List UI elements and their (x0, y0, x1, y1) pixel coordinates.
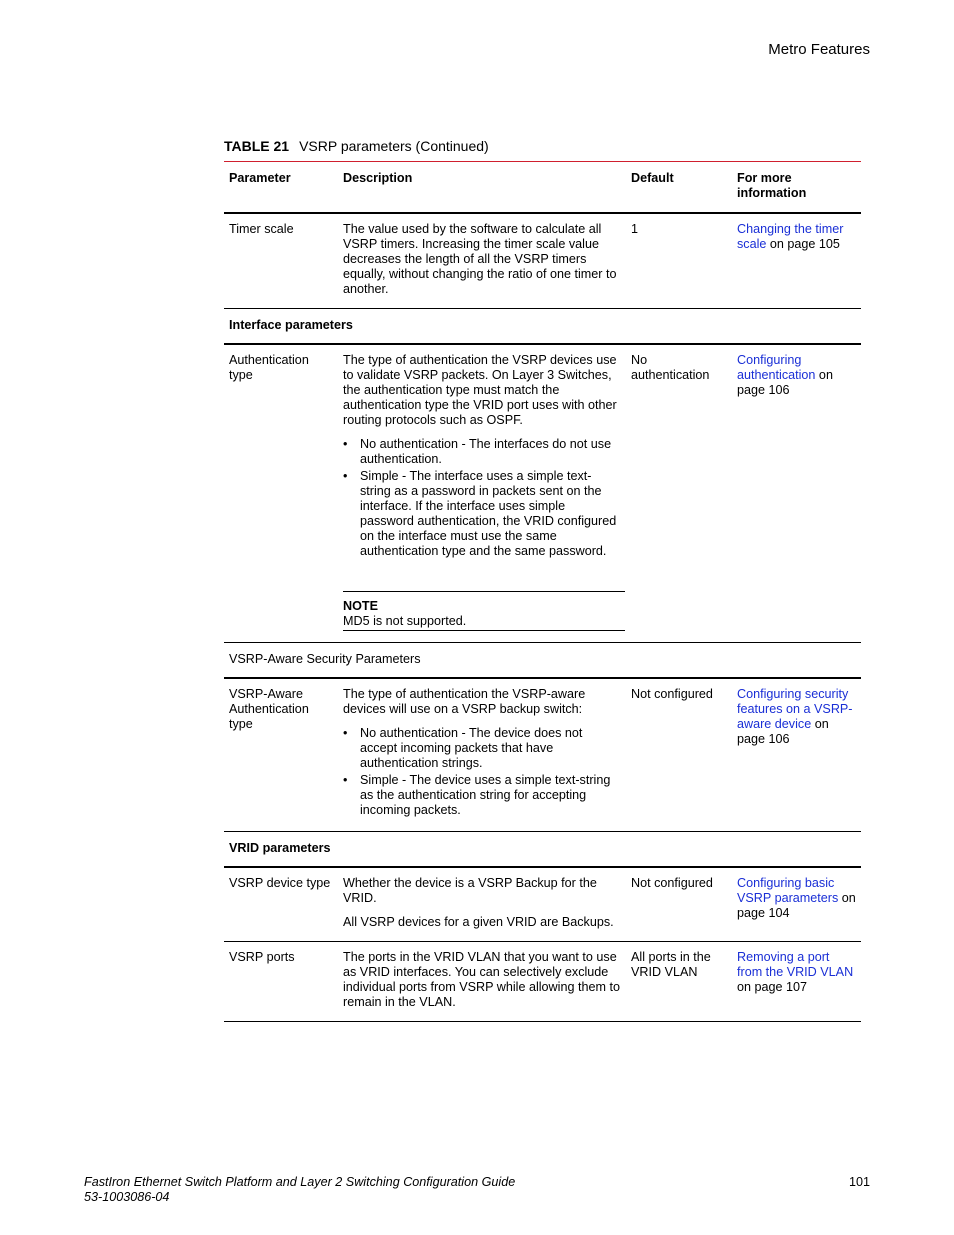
bullet-icon: • (343, 726, 348, 740)
note-title: NOTE (343, 599, 378, 613)
bullet-icon: • (343, 437, 348, 451)
footer-document-title: FastIron Ethernet Switch Platform and Layer 2 Switching Configuration Guide (84, 1175, 516, 1189)
page-number: 101 (848, 1175, 870, 1189)
vsrp-parameters-table (224, 162, 861, 1022)
default-cell: No authentication (626, 344, 732, 643)
cross-reference-link[interactable]: Changing the timer scale (737, 222, 844, 251)
more-info-cell (732, 867, 861, 942)
header-default: Default (626, 162, 732, 213)
list-item: • No authentication - The interfaces do not use authentication. (343, 437, 612, 466)
footer-document-code: 53-1003086-04 (84, 1190, 170, 1204)
header-parameter: Parameter (224, 162, 338, 213)
default-cell: 1 (626, 213, 732, 309)
list-item: • No authentication - The device does not accept incoming packets that have authentication strings. (343, 726, 583, 770)
page-reference: on page 106 (737, 368, 833, 397)
bullet-icon: • (343, 773, 348, 787)
table-row (224, 942, 861, 1022)
cross-reference-link[interactable]: Removing a port from the VRID VLAN (737, 950, 854, 979)
page-reference: on page 106 (737, 717, 829, 746)
list-item: • Simple - The device uses a simple text-string as the authentication string for accepting incoming packets. (343, 773, 611, 817)
description-cell (338, 344, 626, 643)
more-info-cell (732, 344, 861, 643)
bullet-list (343, 437, 621, 559)
table-row (224, 344, 861, 643)
header-more-info: For more information (732, 162, 861, 213)
table-row (224, 867, 861, 942)
param-cell: VSRP ports (224, 942, 338, 1022)
description-text: The type of authentication the VSRP-aware devices will use on a VSRP backup switch: (343, 687, 586, 716)
description-text: Whether the device is a VSRP Backup for the VRID. (343, 876, 597, 905)
section-heading: VRID parameters (224, 832, 861, 868)
cross-reference-link[interactable]: Configuring authentication (737, 353, 816, 382)
section-heading: VSRP-Aware Security Parameters (224, 643, 861, 679)
header-description: Description (338, 162, 626, 213)
page-reference: on page 107 (737, 980, 808, 994)
description-text: All VSRP devices for a given VRID are Backups. (343, 915, 614, 929)
description-cell (338, 867, 626, 942)
more-info-cell (732, 678, 861, 832)
running-header: Metro Features (768, 41, 870, 58)
table-caption (224, 138, 489, 154)
note-box (343, 591, 625, 631)
more-info-cell (732, 942, 861, 1022)
param-cell: Authentication type (224, 344, 338, 643)
bullet-icon: • (343, 469, 348, 483)
default-cell: Not configured (626, 678, 732, 832)
description-cell (338, 213, 626, 309)
description-text: The type of authentication the VSRP devices use to validate VSRP packets. On Layer 3 Switches, the authentication type must match the authentication type the VRID port uses with other routing protocols such as OSPF. (343, 353, 617, 427)
bullet-list (343, 726, 621, 818)
note-text: MD5 is not supported. (343, 614, 467, 628)
table-row (224, 678, 861, 832)
section-row (224, 643, 861, 679)
description-text: The value used by the software to calculate all VSRP timers. Increasing the timer scale value decreases the length of all the VSRP timers equally, without changing the ratio of one timer to another. (343, 222, 617, 296)
table-row (224, 213, 861, 309)
list-item: • Simple - The interface uses a simple text-string as a password in packets sent on the interface. If the interface uses simple password authentication, the VRID configured on the interface must use the same authentication type and the same password. (343, 469, 617, 558)
table-title: VSRP parameters (Continued) (299, 138, 489, 154)
description-text: The ports in the VRID VLAN that you want to use as VRID interfaces. You can selectively exclude individual ports from VSRP while allowing them to remain in the VLAN. (343, 950, 620, 1009)
cross-reference-link[interactable]: Configuring security features on a VSRP-aware device (737, 687, 853, 731)
section-row (224, 832, 861, 868)
param-cell: Timer scale (224, 213, 338, 309)
page-reference: on page 105 (766, 237, 840, 251)
section-row (224, 309, 861, 345)
table-number: TABLE 21 (224, 138, 290, 154)
param-cell: VSRP device type (224, 867, 338, 942)
description-cell (338, 942, 626, 1022)
page-reference: on page 104 (737, 891, 856, 920)
default-cell: Not configured (626, 867, 732, 942)
section-heading: Interface parameters (224, 309, 861, 345)
cross-reference-link[interactable]: Configuring basic VSRP parameters (737, 876, 839, 905)
default-cell: All ports in the VRID VLAN (626, 942, 732, 1022)
description-cell (338, 678, 626, 832)
table-header-row (224, 162, 861, 213)
param-cell: VSRP-Aware Authentication type (224, 678, 338, 832)
more-info-cell (732, 213, 861, 309)
